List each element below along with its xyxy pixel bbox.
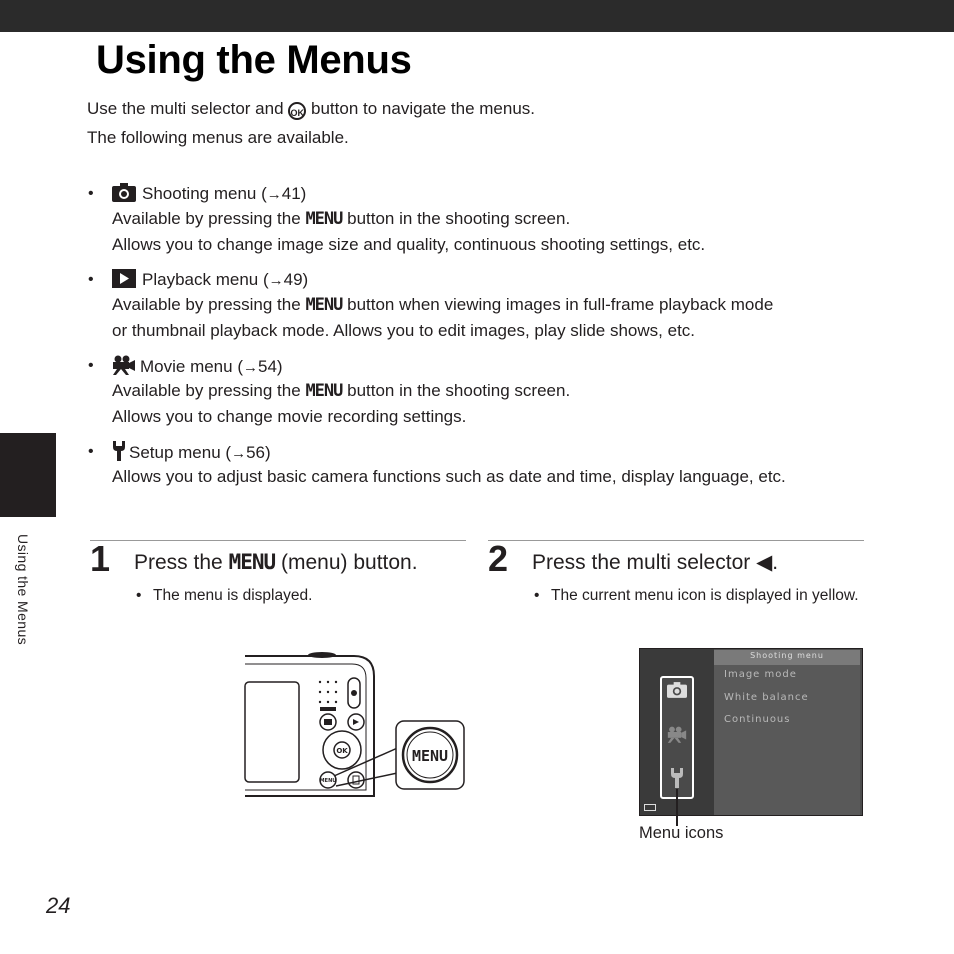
wrench-icon bbox=[112, 441, 126, 466]
movie-menu-desc bbox=[112, 378, 872, 430]
step-1-number: 1 bbox=[90, 538, 111, 579]
desc-text: button in the shooting screen. bbox=[347, 381, 571, 400]
bullet: • bbox=[534, 587, 540, 604]
step-text: Press the bbox=[134, 551, 223, 574]
step-text: Press the multi selector bbox=[532, 551, 751, 574]
menu-icon-column bbox=[660, 676, 694, 799]
small-menu-label: MENU bbox=[319, 778, 337, 784]
step-1-instruction bbox=[134, 550, 418, 575]
movie-icon bbox=[667, 726, 687, 743]
intro-text-after: button to navigate the menus. bbox=[311, 99, 536, 118]
menu-item: White balance bbox=[724, 692, 809, 703]
movie-icon bbox=[112, 355, 136, 380]
left-arrow-icon: ◀ bbox=[756, 551, 773, 574]
top-bar bbox=[0, 0, 954, 32]
camera-screen bbox=[639, 648, 863, 816]
movie-menu-heading bbox=[112, 355, 283, 380]
bullet: • bbox=[88, 185, 94, 202]
step-note-text: The current menu icon is displayed in yellow. bbox=[551, 587, 859, 604]
playback-menu-name: Playback menu ( bbox=[142, 270, 269, 289]
playback-icon bbox=[112, 269, 136, 293]
wrench-icon bbox=[670, 768, 684, 788]
intro-line-2: The following menus are available. bbox=[87, 128, 349, 147]
setup-menu-heading bbox=[112, 441, 271, 466]
desc-text: button in the shooting screen. bbox=[347, 209, 571, 228]
page-title: Using the Menus bbox=[96, 38, 412, 82]
playback-menu-ref: 49) bbox=[283, 270, 309, 289]
setup-menu-desc bbox=[112, 464, 872, 490]
movie-menu-name: Movie menu ( bbox=[140, 357, 243, 376]
menu-icons-caption: Menu icons bbox=[639, 824, 724, 842]
reference-icon: → bbox=[268, 272, 284, 289]
setup-menu-ref: 56) bbox=[246, 443, 271, 462]
intro-line-1 bbox=[87, 99, 535, 120]
menu-button-label: MENU bbox=[411, 747, 449, 765]
shooting-menu-ref: 41) bbox=[281, 184, 307, 203]
menu-list-panel bbox=[714, 649, 862, 815]
desc-text: Allows you to change movie recording settings. bbox=[112, 407, 467, 426]
menu-button-glyph: MENU bbox=[305, 295, 343, 315]
step-2-note bbox=[534, 585, 861, 607]
desc-text: button when viewing images in full-frame playback mode bbox=[347, 295, 774, 314]
ok-button-label: OK bbox=[336, 747, 348, 755]
bullet: • bbox=[88, 271, 94, 288]
menu-header-title: Shooting menu bbox=[750, 651, 824, 660]
step-2-number: 2 bbox=[488, 538, 509, 579]
playback-menu-desc bbox=[112, 292, 872, 344]
menu-item: Continuous bbox=[724, 714, 791, 725]
desc-text: Available by pressing the bbox=[112, 381, 301, 400]
reference-icon: → bbox=[242, 359, 258, 376]
step-period: . bbox=[772, 551, 779, 574]
step-2-instruction bbox=[532, 550, 778, 575]
step-2-rule bbox=[488, 540, 864, 541]
shooting-menu-heading bbox=[112, 183, 306, 207]
desc-text: Available by pressing the bbox=[112, 209, 301, 228]
page-number: 24 bbox=[46, 893, 71, 918]
chapter-tab bbox=[0, 433, 56, 517]
desc-text: or thumbnail playback mode. Allows you to edit images, play slide shows, etc. bbox=[112, 321, 696, 340]
bullet: • bbox=[88, 443, 94, 460]
desc-text: Allows you to adjust basic camera functions such as date and time, display language, etc. bbox=[112, 467, 786, 486]
movie-menu-ref: 54) bbox=[257, 357, 283, 376]
shooting-menu-desc bbox=[112, 206, 872, 258]
reference-icon: → bbox=[266, 186, 282, 203]
battery-icon bbox=[644, 804, 656, 811]
menu-button-glyph: MENU bbox=[228, 550, 276, 574]
menu-item: Image mode bbox=[724, 669, 797, 680]
callout-line bbox=[676, 789, 678, 826]
chapter-label: Using the Menus bbox=[15, 534, 31, 646]
desc-text: Available by pressing the bbox=[112, 295, 301, 314]
menu-button-glyph: MENU bbox=[305, 381, 343, 401]
bullet: • bbox=[88, 357, 94, 374]
menu-button-glyph: MENU bbox=[305, 209, 343, 229]
step-note-text: The menu is displayed. bbox=[153, 587, 313, 604]
camera-icon bbox=[112, 183, 136, 207]
camera-illustration bbox=[244, 650, 468, 800]
step-1-note bbox=[136, 585, 453, 607]
menu-items-area bbox=[714, 665, 860, 815]
bullet: • bbox=[136, 587, 142, 604]
reference-icon: → bbox=[231, 445, 247, 462]
desc-text: Allows you to change image size and quality, continuous shooting settings, etc. bbox=[112, 235, 706, 254]
playback-menu-heading bbox=[112, 269, 308, 293]
camera-icon bbox=[667, 682, 687, 698]
intro-text-before: Use the multi selector and bbox=[87, 99, 284, 118]
step-text: (menu) button. bbox=[280, 551, 418, 574]
setup-menu-name: Setup menu ( bbox=[129, 443, 232, 462]
shooting-menu-name: Shooting menu ( bbox=[142, 184, 267, 203]
step-1-rule bbox=[90, 540, 466, 541]
ok-button-icon: OK bbox=[288, 102, 306, 120]
